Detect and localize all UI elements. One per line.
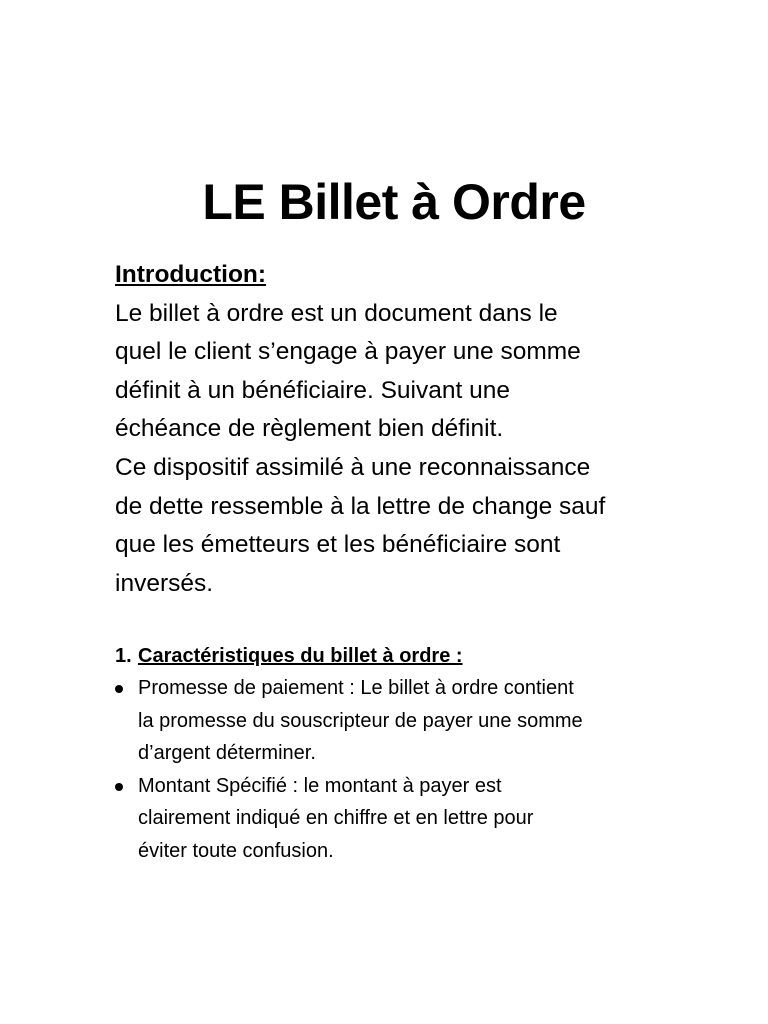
list-item <box>115 672 715 770</box>
introduction-line: de dette ressemble à la lettre de change sauf <box>115 492 606 520</box>
section-heading <box>115 640 715 672</box>
section-number: 1. <box>115 645 132 667</box>
section-title: Caractéristiques du billet à ordre : <box>138 645 463 667</box>
introduction-line: que les émetteurs et les bénéficiaire sont <box>115 531 561 559</box>
introduction-line: inversés. <box>115 569 214 597</box>
bullet-line: clairement indiqué en chiffre et en lettre pour <box>138 807 534 829</box>
introduction-line: Ce dispositif assimilé à une reconnaissance <box>115 453 591 481</box>
introduction-heading: Introduction: <box>115 261 267 288</box>
document-title: LE Billet à Ordre <box>202 174 586 230</box>
introduction-section <box>115 256 715 603</box>
bullet-list <box>115 672 715 867</box>
bullet-icon <box>115 685 123 693</box>
list-item <box>115 770 715 868</box>
characteristics-section <box>115 640 715 867</box>
bullet-line: d’argent déterminer. <box>138 742 316 764</box>
introduction-line: quel le client s’engage à payer une somme <box>115 338 581 366</box>
bullet-icon <box>115 783 123 791</box>
bullet-line: la promesse du souscripteur de payer une somme <box>138 709 583 732</box>
introduction-line: Le billet à ordre est un document dans le <box>115 299 558 327</box>
introduction-line: définit à un bénéficiaire. Suivant une <box>115 376 510 404</box>
bullet-line: Promesse de paiement : Le billet à ordre contient <box>138 677 574 699</box>
introduction-line: échéance de règlement bien définit. <box>115 415 504 443</box>
bullet-line: Montant Spécifié : le montant à payer est <box>138 774 502 797</box>
bullet-line: éviter toute confusion. <box>138 839 334 862</box>
